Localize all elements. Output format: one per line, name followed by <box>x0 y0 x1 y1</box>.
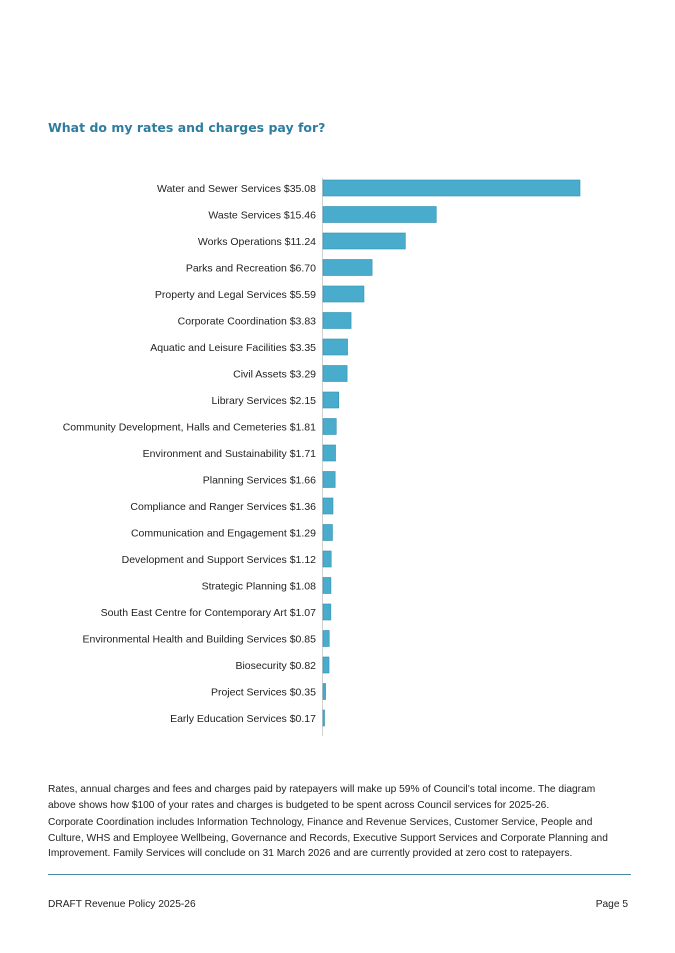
footer-divider <box>48 874 631 875</box>
bar-9 <box>323 419 336 435</box>
bar-label-11: Planning Services $1.66 <box>202 474 316 487</box>
bar-label-18: Biosecurity $0.82 <box>235 660 316 672</box>
bar-label-8: Library Services $2.15 <box>211 395 316 407</box>
bar-1 <box>323 207 436 223</box>
bar-label-5: Corporate Coordination $3.83 <box>177 315 316 328</box>
bar-13 <box>323 525 332 541</box>
bar-18 <box>323 657 329 673</box>
bar-label-16: South East Centre for Contemporary Art $1.07 <box>100 607 316 619</box>
bar-label-17: Environmental Health and Building Services $0.85 <box>82 633 316 646</box>
bar-0 <box>323 180 580 196</box>
bar-4 <box>323 286 364 302</box>
bar-19 <box>323 684 326 700</box>
bar-16 <box>323 604 331 620</box>
chart-bars <box>323 180 580 726</box>
bar-label-4: Property and Legal Services $5.59 <box>154 289 316 301</box>
bar-11 <box>323 472 335 488</box>
bar-label-3: Parks and Recreation $6.70 <box>185 262 316 275</box>
income-paragraph: Rates, annual charges and fees and charges paid by ratepayers will make up 59% of Council’s total income. The diagram above shows how $100 of your rates and charges is budgeted to be spent across Council services for 2025-26. <box>48 784 596 811</box>
bar-label-15: Strategic Planning $1.08 <box>201 580 316 593</box>
bar-label-12: Compliance and Ranger Services $1.36 <box>130 501 316 513</box>
bar-label-20: Early Education Services $0.17 <box>170 713 316 725</box>
bar-15 <box>323 578 331 594</box>
page-heading: What do my rates and charges pay for? <box>48 120 326 135</box>
bar-label-1: Waste Services $15.46 <box>208 209 316 222</box>
bar-12 <box>323 498 333 514</box>
bar-label-6: Aquatic and Leisure Facilities $3.35 <box>150 342 316 354</box>
bar-label-0: Water and Sewer Services $35.08 <box>157 183 316 195</box>
bar-2 <box>323 233 405 249</box>
bar-label-14: Development and Support Services $1.12 <box>121 554 316 566</box>
bar-3 <box>323 260 372 276</box>
chart-labels <box>63 183 316 725</box>
bar-8 <box>323 392 339 408</box>
bar-5 <box>323 313 351 329</box>
bar-7 <box>323 366 347 382</box>
bar-10 <box>323 445 336 461</box>
bar-label-7: Civil Assets $3.29 <box>233 368 316 381</box>
footer-document-title: DRAFT Revenue Policy 2025-26 <box>48 899 196 910</box>
bar-17 <box>323 631 329 647</box>
rates-bar-chart <box>0 170 675 740</box>
bar-14 <box>323 551 331 567</box>
bar-label-19: Project Services $0.35 <box>210 686 316 699</box>
bar-label-13: Communication and Engagement $1.29 <box>130 527 316 540</box>
footer-page-number: Page 5 <box>595 899 628 910</box>
bar-label-10: Environment and Sustainability $1.71 <box>142 448 316 460</box>
corporate-coordination-paragraph: Corporate Coordination includes Information Technology, Finance and Revenue Services, Customer Service, People and Culture, WHS and Employee Wellbeing, Governance and Records, Executive Support Services and Corporate Planning and Improvement. Family Services will conclude on 31 March 2026 and are currently provided at zero cost to ratepayers. <box>48 817 608 859</box>
bar-20 <box>323 710 325 726</box>
bar-6 <box>323 339 348 355</box>
bar-label-2: Works Operations $11.24 <box>197 236 316 248</box>
bar-label-9: Community Development, Halls and Cemeteries $1.81 <box>62 421 316 434</box>
